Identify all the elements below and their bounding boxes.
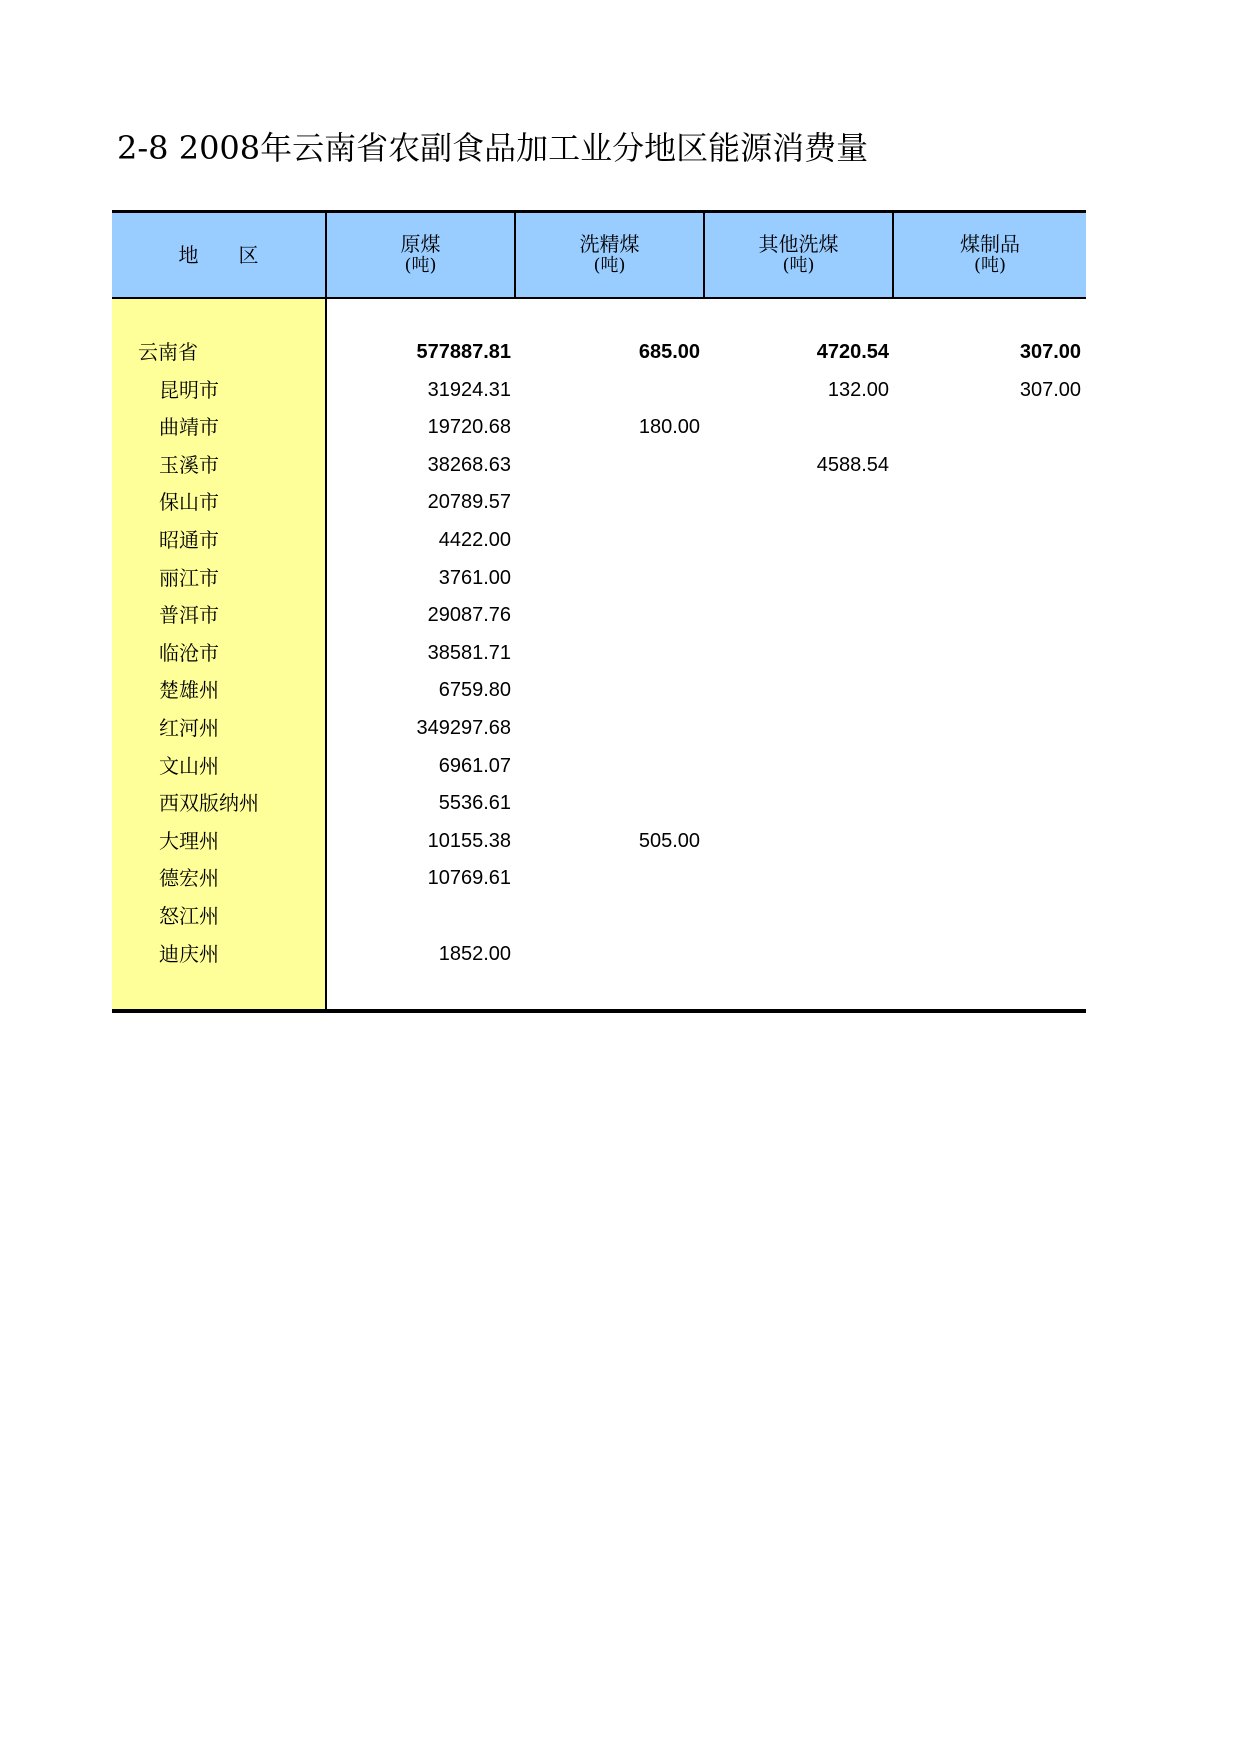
region-name: 大理州 <box>159 828 219 853</box>
value-raw-coal: 4422.00 <box>438 529 511 551</box>
value-raw-coal: 31924.31 <box>427 378 511 401</box>
value-coal-products <box>894 522 1081 560</box>
table-row <box>112 936 1086 974</box>
region-name: 昆明市 <box>159 377 219 402</box>
header-col-name: 原煤 <box>400 232 441 256</box>
value-coal-products: 307.00 <box>1019 378 1081 401</box>
region-name: 文山州 <box>159 753 219 778</box>
value-coal-products <box>894 597 1081 635</box>
table-row <box>112 785 1086 823</box>
header-col-other-washed-coal <box>705 213 892 297</box>
header-col-raw-coal <box>327 213 514 297</box>
value-other-washed-coal <box>705 522 889 560</box>
header-col-name: 煤制品 <box>960 232 1020 256</box>
table-row <box>112 672 1086 710</box>
table-row <box>112 409 1086 447</box>
value-washed-coal <box>516 560 700 598</box>
table-row <box>112 635 1086 673</box>
page-title: 2-8 2008年云南省农副食品加工业分地区能源消费量 <box>117 129 869 167</box>
value-washed-coal <box>516 522 700 560</box>
region-name: 楚雄州 <box>159 678 219 703</box>
value-other-washed-coal <box>705 484 889 522</box>
value-coal-products: 307.00 <box>1019 341 1081 363</box>
table-row <box>112 597 1086 635</box>
value-coal-products <box>894 936 1081 974</box>
value-washed-coal: 180.00 <box>638 416 700 439</box>
header-col-name: 洗精煤 <box>579 232 640 256</box>
value-washed-coal <box>516 710 700 748</box>
value-other-washed-coal <box>705 936 889 974</box>
value-other-washed-coal <box>705 823 889 861</box>
region-name: 曲靖市 <box>159 415 219 440</box>
value-raw-coal: 5536.61 <box>438 792 511 815</box>
value-coal-products <box>894 748 1081 786</box>
value-other-washed-coal: 4720.54 <box>816 341 889 363</box>
header-divider <box>703 213 705 297</box>
value-coal-products <box>894 635 1081 673</box>
value-other-washed-coal <box>705 898 889 936</box>
table-row <box>112 522 1086 560</box>
table-row <box>112 484 1086 522</box>
value-washed-coal <box>516 748 700 786</box>
table-row <box>112 372 1086 410</box>
region-name: 德宏州 <box>159 866 219 891</box>
value-washed-coal <box>516 372 700 410</box>
value-other-washed-coal: 132.00 <box>827 378 889 401</box>
table-row <box>112 334 1086 372</box>
value-washed-coal <box>516 635 700 673</box>
table-row <box>112 748 1086 786</box>
value-raw-coal: 577887.81 <box>416 341 511 363</box>
table-row <box>112 710 1086 748</box>
value-other-washed-coal <box>705 597 889 635</box>
region-name: 保山市 <box>159 490 219 515</box>
value-raw-coal: 19720.68 <box>427 416 511 439</box>
header-col-name: 其他洗煤 <box>758 232 839 256</box>
header-divider <box>514 213 516 297</box>
value-coal-products <box>894 823 1081 861</box>
region-name: 玉溪市 <box>159 452 219 477</box>
table-bottom-rule <box>112 1009 1086 1013</box>
value-raw-coal: 38268.63 <box>427 453 511 476</box>
value-raw-coal: 38581.71 <box>427 641 511 664</box>
region-name: 临沧市 <box>159 640 219 665</box>
value-raw-coal: 349297.68 <box>416 717 511 739</box>
value-washed-coal: 505.00 <box>638 829 700 852</box>
value-other-washed-coal <box>705 409 889 447</box>
value-other-washed-coal <box>705 560 889 598</box>
value-raw-coal: 10155.38 <box>427 829 511 852</box>
value-washed-coal <box>516 597 700 635</box>
header-divider <box>892 213 894 297</box>
value-other-washed-coal <box>705 635 889 673</box>
value-raw-coal: 1852.00 <box>438 942 511 965</box>
value-coal-products <box>894 672 1081 710</box>
value-raw-coal: 29087.76 <box>427 604 511 627</box>
region-name: 迪庆州 <box>159 941 219 966</box>
value-washed-coal: 685.00 <box>638 341 700 363</box>
value-other-washed-coal <box>705 710 889 748</box>
region-name: 红河州 <box>159 716 219 740</box>
header-col-unit: (吨) <box>593 255 626 276</box>
table-row <box>112 560 1086 598</box>
value-raw-coal: 6759.80 <box>438 679 511 702</box>
header-col-washed-coal <box>516 213 703 297</box>
region-name: 云南省 <box>138 340 198 364</box>
header-region <box>112 213 325 297</box>
table-row <box>112 898 1086 936</box>
header-region-label: 地 区 <box>178 242 259 267</box>
region-name: 怒江州 <box>159 904 219 928</box>
table-header <box>112 213 1086 299</box>
value-washed-coal <box>516 898 700 936</box>
value-other-washed-coal <box>705 672 889 710</box>
region-name: 西双版纳州 <box>159 791 259 816</box>
value-raw-coal: 10769.61 <box>427 867 511 890</box>
value-coal-products <box>894 785 1081 823</box>
region-name: 丽江市 <box>159 565 219 590</box>
header-col-unit: (吨) <box>973 255 1007 276</box>
region-name: 普洱市 <box>159 603 219 628</box>
value-washed-coal <box>516 785 700 823</box>
value-raw-coal: 20789.57 <box>427 491 511 514</box>
value-other-washed-coal <box>705 748 889 786</box>
table-row <box>112 447 1086 485</box>
value-coal-products <box>894 860 1081 898</box>
value-raw-coal: 3761.00 <box>438 566 511 589</box>
value-coal-products <box>894 710 1081 748</box>
header-col-unit: (吨) <box>782 255 815 276</box>
value-coal-products <box>894 898 1081 936</box>
table-row <box>112 823 1086 861</box>
value-raw-coal: 6961.07 <box>438 754 511 777</box>
table-row <box>112 860 1086 898</box>
value-washed-coal <box>516 484 700 522</box>
value-coal-products <box>894 484 1081 522</box>
value-other-washed-coal <box>705 860 889 898</box>
value-washed-coal <box>516 447 700 485</box>
region-name: 昭通市 <box>159 528 219 552</box>
value-washed-coal <box>516 936 700 974</box>
value-coal-products <box>894 409 1081 447</box>
header-col-coal-products <box>894 213 1086 297</box>
value-washed-coal <box>516 672 700 710</box>
value-coal-products <box>894 447 1081 485</box>
value-coal-products <box>894 560 1081 598</box>
header-col-unit: (吨) <box>404 255 437 276</box>
value-washed-coal <box>516 860 700 898</box>
header-divider <box>325 213 327 297</box>
value-other-washed-coal <box>705 785 889 823</box>
value-raw-coal <box>327 898 511 936</box>
table-body <box>112 299 1086 1009</box>
value-other-washed-coal: 4588.54 <box>816 453 889 476</box>
